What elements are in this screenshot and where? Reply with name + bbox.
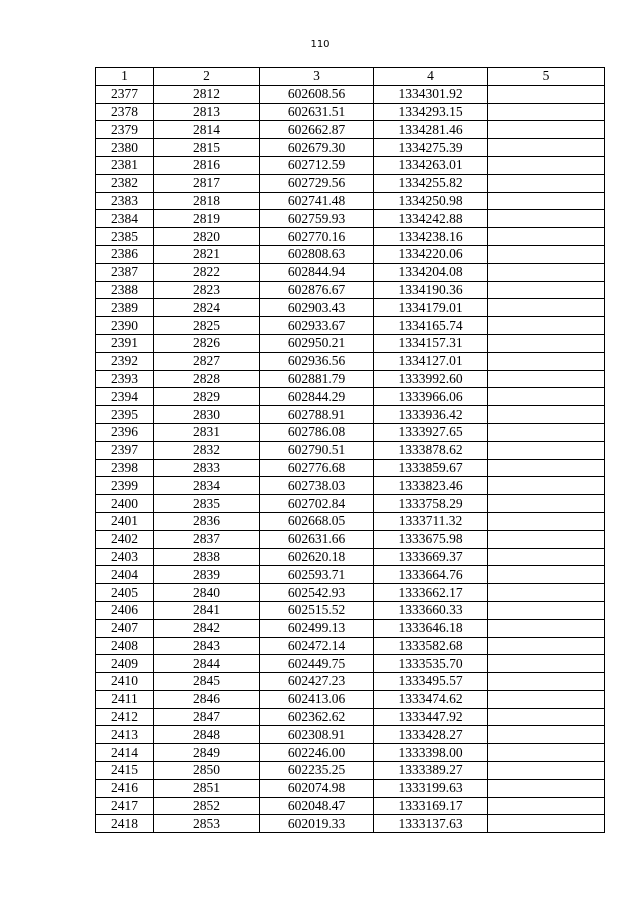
table-cell-col-4: 1334281.46 [374, 121, 488, 139]
column-header-1: 1 [96, 68, 154, 86]
table-row [96, 85, 605, 103]
table-cell-col-3: 602668.05 [260, 512, 374, 530]
table-cell-col-5 [488, 655, 605, 673]
table-cell-col-1: 2415 [96, 762, 154, 780]
table-cell-col-2: 2850 [154, 762, 260, 780]
table-row [96, 299, 605, 317]
table-cell-col-5 [488, 548, 605, 566]
table-cell-col-3: 602499.13 [260, 619, 374, 637]
table-cell-col-2: 2828 [154, 370, 260, 388]
table-cell-col-4: 1333199.63 [374, 779, 488, 797]
table-cell-col-5 [488, 779, 605, 797]
table-cell-col-5 [488, 601, 605, 619]
table-cell-col-2: 2848 [154, 726, 260, 744]
table-cell-col-5 [488, 459, 605, 477]
table-cell-col-5 [488, 85, 605, 103]
table-cell-col-5 [488, 584, 605, 602]
table-row [96, 174, 605, 192]
table-cell-col-1: 2397 [96, 441, 154, 459]
table-cell-col-5 [488, 477, 605, 495]
table-cell-col-5 [488, 815, 605, 833]
table-cell-col-3: 602790.51 [260, 441, 374, 459]
table-cell-col-2: 2822 [154, 263, 260, 281]
table-cell-col-2: 2825 [154, 317, 260, 335]
table-row [96, 690, 605, 708]
table-cell-col-2: 2832 [154, 441, 260, 459]
table-cell-col-4: 1333398.00 [374, 744, 488, 762]
table-row [96, 121, 605, 139]
table-cell-col-5 [488, 334, 605, 352]
table-cell-col-4: 1334157.31 [374, 334, 488, 352]
table-row [96, 139, 605, 157]
table-cell-col-2: 2845 [154, 673, 260, 691]
table-cell-col-4: 1334275.39 [374, 139, 488, 157]
column-header-3: 3 [260, 68, 374, 86]
table-cell-col-3: 602776.68 [260, 459, 374, 477]
table-row [96, 441, 605, 459]
table-cell-col-1: 2413 [96, 726, 154, 744]
table-cell-col-4: 1333662.17 [374, 584, 488, 602]
table-cell-col-2: 2819 [154, 210, 260, 228]
table-cell-col-2: 2835 [154, 495, 260, 513]
table-cell-col-3: 602608.56 [260, 85, 374, 103]
table-cell-col-5 [488, 139, 605, 157]
table-cell-col-1: 2405 [96, 584, 154, 602]
table-cell-col-3: 602936.56 [260, 352, 374, 370]
table-cell-col-1: 2390 [96, 317, 154, 335]
table-cell-col-2: 2837 [154, 530, 260, 548]
table-cell-col-2: 2814 [154, 121, 260, 139]
table-cell-col-3: 602593.71 [260, 566, 374, 584]
table-cell-col-5 [488, 744, 605, 762]
table-cell-col-5 [488, 762, 605, 780]
table-cell-col-3: 602427.23 [260, 673, 374, 691]
table-row [96, 637, 605, 655]
table-cell-col-3: 602808.63 [260, 245, 374, 263]
table-row [96, 477, 605, 495]
table-cell-col-3: 602876.67 [260, 281, 374, 299]
table-cell-col-2: 2823 [154, 281, 260, 299]
table-row [96, 423, 605, 441]
table-cell-col-1: 2384 [96, 210, 154, 228]
table-row [96, 263, 605, 281]
table-cell-col-1: 2399 [96, 477, 154, 495]
table-cell-col-4: 1333664.76 [374, 566, 488, 584]
table-cell-col-3: 602738.03 [260, 477, 374, 495]
table-header [96, 68, 605, 86]
table-cell-col-5 [488, 228, 605, 246]
table-cell-col-3: 602631.51 [260, 103, 374, 121]
table-row [96, 655, 605, 673]
table-row [96, 459, 605, 477]
table-cell-col-4: 1333474.62 [374, 690, 488, 708]
table-cell-col-4: 1333660.33 [374, 601, 488, 619]
table-cell-col-5 [488, 530, 605, 548]
table-cell-col-2: 2853 [154, 815, 260, 833]
table-cell-col-3: 602048.47 [260, 797, 374, 815]
table-cell-col-4: 1333936.42 [374, 406, 488, 424]
table-cell-col-3: 602759.93 [260, 210, 374, 228]
table-cell-col-4: 1333137.63 [374, 815, 488, 833]
table-cell-col-5 [488, 103, 605, 121]
table-cell-col-2: 2843 [154, 637, 260, 655]
table-row [96, 245, 605, 263]
table-cell-col-4: 1334250.98 [374, 192, 488, 210]
table-cell-col-5 [488, 156, 605, 174]
table-cell-col-3: 602702.84 [260, 495, 374, 513]
table-cell-col-3: 602308.91 [260, 726, 374, 744]
table-cell-col-3: 602844.29 [260, 388, 374, 406]
table-cell-col-3: 602662.87 [260, 121, 374, 139]
table-cell-col-1: 2389 [96, 299, 154, 317]
table-cell-col-2: 2821 [154, 245, 260, 263]
table-row [96, 779, 605, 797]
table-row [96, 548, 605, 566]
table-cell-col-3: 602903.43 [260, 299, 374, 317]
table-cell-col-1: 2408 [96, 637, 154, 655]
table-cell-col-2: 2813 [154, 103, 260, 121]
table-row [96, 406, 605, 424]
table-cell-col-4: 1333669.37 [374, 548, 488, 566]
header-row [96, 68, 605, 86]
table-cell-col-1: 2377 [96, 85, 154, 103]
table-cell-col-1: 2379 [96, 121, 154, 139]
table-cell-col-1: 2409 [96, 655, 154, 673]
table-cell-col-3: 602933.67 [260, 317, 374, 335]
table-cell-col-5 [488, 121, 605, 139]
column-header-4: 4 [374, 68, 488, 86]
table-cell-col-2: 2841 [154, 601, 260, 619]
table-cell-col-4: 1334165.74 [374, 317, 488, 335]
table-row [96, 370, 605, 388]
table-cell-col-2: 2827 [154, 352, 260, 370]
table-cell-col-3: 602019.33 [260, 815, 374, 833]
table-cell-col-4: 1333447.92 [374, 708, 488, 726]
table-cell-col-3: 602472.14 [260, 637, 374, 655]
table-cell-col-1: 2378 [96, 103, 154, 121]
table-cell-col-4: 1333758.29 [374, 495, 488, 513]
table-cell-col-1: 2387 [96, 263, 154, 281]
table-row [96, 512, 605, 530]
table-cell-col-2: 2851 [154, 779, 260, 797]
table-cell-col-2: 2817 [154, 174, 260, 192]
table-cell-col-5 [488, 210, 605, 228]
table-cell-col-3: 602786.08 [260, 423, 374, 441]
table-cell-col-2: 2820 [154, 228, 260, 246]
table-row [96, 210, 605, 228]
table-cell-col-1: 2393 [96, 370, 154, 388]
table-cell-col-5 [488, 619, 605, 637]
table-cell-col-3: 602788.91 [260, 406, 374, 424]
table-row [96, 495, 605, 513]
table-cell-col-1: 2398 [96, 459, 154, 477]
table-cell-col-1: 2400 [96, 495, 154, 513]
table-cell-col-1: 2383 [96, 192, 154, 210]
table-row [96, 601, 605, 619]
table-row [96, 103, 605, 121]
table-cell-col-1: 2386 [96, 245, 154, 263]
table-row [96, 281, 605, 299]
table-cell-col-4: 1334293.15 [374, 103, 488, 121]
table-cell-col-2: 2824 [154, 299, 260, 317]
table-cell-col-3: 602679.30 [260, 139, 374, 157]
table-cell-col-2: 2829 [154, 388, 260, 406]
table-cell-col-1: 2381 [96, 156, 154, 174]
table-cell-col-4: 1333992.60 [374, 370, 488, 388]
table-row [96, 673, 605, 691]
table-cell-col-1: 2404 [96, 566, 154, 584]
table-cell-col-4: 1334190.36 [374, 281, 488, 299]
table-cell-col-3: 602712.59 [260, 156, 374, 174]
table-cell-col-3: 602741.48 [260, 192, 374, 210]
table-cell-col-3: 602631.66 [260, 530, 374, 548]
table-row [96, 228, 605, 246]
table-cell-col-2: 2839 [154, 566, 260, 584]
table-row [96, 619, 605, 637]
table-cell-col-1: 2394 [96, 388, 154, 406]
column-header-5: 5 [488, 68, 605, 86]
table-cell-col-4: 1334301.92 [374, 85, 488, 103]
table-row [96, 726, 605, 744]
table-row [96, 156, 605, 174]
table-cell-col-2: 2815 [154, 139, 260, 157]
table-cell-col-4: 1334220.06 [374, 245, 488, 263]
table-row [96, 192, 605, 210]
table-cell-col-3: 602542.93 [260, 584, 374, 602]
table-cell-col-1: 2411 [96, 690, 154, 708]
table-cell-col-5 [488, 174, 605, 192]
table-cell-col-4: 1334127.01 [374, 352, 488, 370]
table-cell-col-5 [488, 263, 605, 281]
table-cell-col-5 [488, 192, 605, 210]
table-cell-col-1: 2391 [96, 334, 154, 352]
table-cell-col-1: 2403 [96, 548, 154, 566]
table-cell-col-1: 2407 [96, 619, 154, 637]
table-cell-col-3: 602729.56 [260, 174, 374, 192]
table-cell-col-4: 1334238.16 [374, 228, 488, 246]
table-cell-col-5 [488, 388, 605, 406]
table-cell-col-1: 2401 [96, 512, 154, 530]
table-cell-col-2: 2831 [154, 423, 260, 441]
table-cell-col-2: 2834 [154, 477, 260, 495]
table-cell-col-1: 2396 [96, 423, 154, 441]
table-cell-col-2: 2840 [154, 584, 260, 602]
table-cell-col-1: 2406 [96, 601, 154, 619]
table-cell-col-5 [488, 673, 605, 691]
table-cell-col-1: 2395 [96, 406, 154, 424]
table-row [96, 762, 605, 780]
table-row [96, 352, 605, 370]
table-cell-col-4: 1333878.62 [374, 441, 488, 459]
table-row [96, 815, 605, 833]
table-cell-col-4: 1333711.32 [374, 512, 488, 530]
table-cell-col-5 [488, 406, 605, 424]
table-cell-col-1: 2414 [96, 744, 154, 762]
table-cell-col-2: 2844 [154, 655, 260, 673]
table-cell-col-4: 1334179.01 [374, 299, 488, 317]
table-cell-col-2: 2836 [154, 512, 260, 530]
table-cell-col-4: 1333966.06 [374, 388, 488, 406]
table-cell-col-4: 1333675.98 [374, 530, 488, 548]
table-row [96, 334, 605, 352]
table-cell-col-1: 2417 [96, 797, 154, 815]
table-cell-col-2: 2842 [154, 619, 260, 637]
table-cell-col-4: 1333169.17 [374, 797, 488, 815]
table-cell-col-2: 2812 [154, 85, 260, 103]
table-cell-col-3: 602074.98 [260, 779, 374, 797]
table-cell-col-1: 2392 [96, 352, 154, 370]
table-cell-col-5 [488, 637, 605, 655]
table-cell-col-1: 2385 [96, 228, 154, 246]
table-cell-col-3: 602413.06 [260, 690, 374, 708]
table-cell-col-5 [488, 512, 605, 530]
table-cell-col-1: 2416 [96, 779, 154, 797]
page-number: 110 [310, 39, 330, 50]
table-cell-col-5 [488, 566, 605, 584]
table-cell-col-5 [488, 797, 605, 815]
table-row [96, 744, 605, 762]
table-cell-col-4: 1333646.18 [374, 619, 488, 637]
table-cell-col-5 [488, 495, 605, 513]
table-cell-col-4: 1334263.01 [374, 156, 488, 174]
table-cell-col-2: 2847 [154, 708, 260, 726]
table-cell-col-2: 2846 [154, 690, 260, 708]
table-cell-col-2: 2849 [154, 744, 260, 762]
table-row [96, 317, 605, 335]
table-cell-col-1: 2388 [96, 281, 154, 299]
table-cell-col-2: 2830 [154, 406, 260, 424]
table-cell-col-4: 1333823.46 [374, 477, 488, 495]
table-row [96, 797, 605, 815]
table-cell-col-2: 2818 [154, 192, 260, 210]
table-cell-col-3: 602881.79 [260, 370, 374, 388]
table-body [96, 85, 605, 832]
table-row [96, 530, 605, 548]
table-cell-col-3: 602515.52 [260, 601, 374, 619]
table-cell-col-1: 2402 [96, 530, 154, 548]
table-cell-col-2: 2838 [154, 548, 260, 566]
table-cell-col-1: 2412 [96, 708, 154, 726]
table-cell-col-4: 1334242.88 [374, 210, 488, 228]
table-cell-col-2: 2833 [154, 459, 260, 477]
table-row [96, 566, 605, 584]
table-cell-col-3: 602246.00 [260, 744, 374, 762]
table-cell-col-3: 602235.25 [260, 762, 374, 780]
table-cell-col-5 [488, 726, 605, 744]
table-cell-col-3: 602770.16 [260, 228, 374, 246]
table-row [96, 584, 605, 602]
table-cell-col-4: 1333582.68 [374, 637, 488, 655]
table-cell-col-1: 2410 [96, 673, 154, 691]
table-cell-col-4: 1333389.27 [374, 762, 488, 780]
table-cell-col-4: 1333428.27 [374, 726, 488, 744]
table-cell-col-4: 1333859.67 [374, 459, 488, 477]
table-cell-col-3: 602620.18 [260, 548, 374, 566]
table-cell-col-4: 1334204.08 [374, 263, 488, 281]
table-cell-col-5 [488, 423, 605, 441]
table-cell-col-5 [488, 690, 605, 708]
table-cell-col-5 [488, 299, 605, 317]
table-cell-col-2: 2816 [154, 156, 260, 174]
table-cell-col-5 [488, 317, 605, 335]
table-cell-col-5 [488, 352, 605, 370]
table-cell-col-1: 2380 [96, 139, 154, 157]
table-cell-col-4: 1333535.70 [374, 655, 488, 673]
table-cell-col-5 [488, 708, 605, 726]
table-cell-col-2: 2852 [154, 797, 260, 815]
table-cell-col-3: 602844.94 [260, 263, 374, 281]
table-cell-col-4: 1333495.57 [374, 673, 488, 691]
table-row [96, 388, 605, 406]
table-row [96, 708, 605, 726]
table-cell-col-4: 1333927.65 [374, 423, 488, 441]
table-cell-col-3: 602362.62 [260, 708, 374, 726]
table-cell-col-2: 2826 [154, 334, 260, 352]
table-cell-col-3: 602950.21 [260, 334, 374, 352]
table-cell-col-5 [488, 370, 605, 388]
table-cell-col-5 [488, 441, 605, 459]
table-cell-col-1: 2418 [96, 815, 154, 833]
table-cell-col-3: 602449.75 [260, 655, 374, 673]
table-cell-col-4: 1334255.82 [374, 174, 488, 192]
table-cell-col-5 [488, 281, 605, 299]
column-header-2: 2 [154, 68, 260, 86]
table-cell-col-1: 2382 [96, 174, 154, 192]
coordinates-table [95, 67, 605, 833]
table-cell-col-5 [488, 245, 605, 263]
